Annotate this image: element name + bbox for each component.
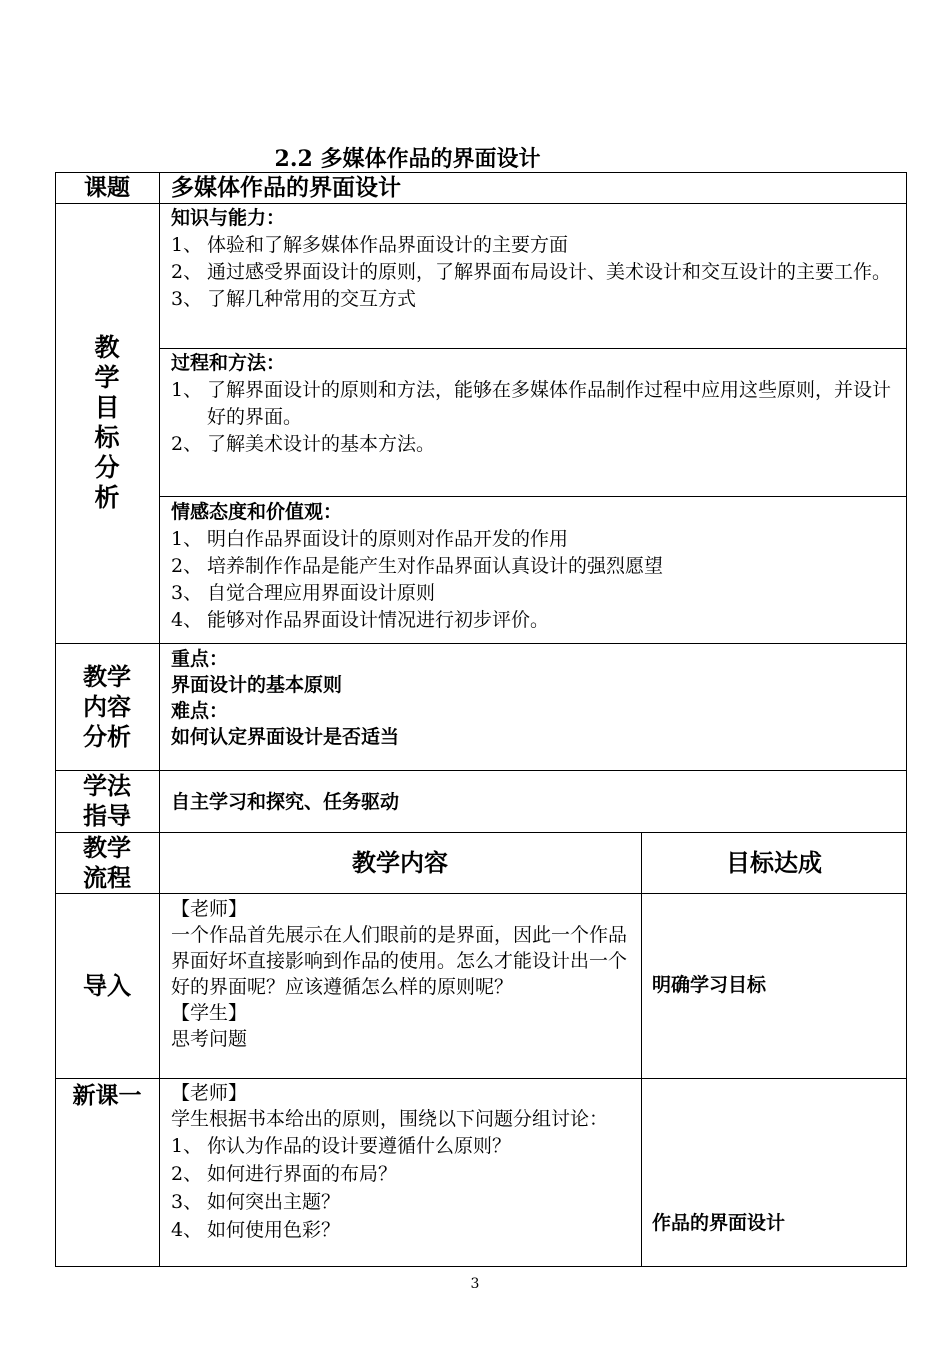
list-item: 3、 如何突出主题？ [171, 1191, 341, 1213]
list-item: 2、 如何进行界面的布局？ [171, 1163, 398, 1185]
content-analysis-body [171, 646, 901, 750]
divider [55, 893, 907, 894]
process-section [171, 350, 901, 458]
student-tag: 【学生】 [171, 1002, 248, 1024]
list-item: 1、 了解界面设计的原则和方法，能够在多媒体作品制作过程中应用这些原则，并设计好的界面。 [171, 379, 892, 428]
objectives-label: 教学目标分析 [94, 333, 120, 512]
intro-label: 导入 [83, 971, 131, 1000]
new-lesson-label: 新课一 [72, 1083, 142, 1109]
list-item: 2、 通过感受界面设计的原则，了解界面布局设计、美术设计和交互设计的主要工作。 [171, 261, 892, 283]
flow-column-content: 教学内容 [352, 848, 448, 877]
list-item: 4、 如何使用色彩？ [171, 1219, 341, 1241]
page-number: 3 [470, 1276, 480, 1292]
list-item: 1、 体验和了解多媒体作品界面设计的主要方面 [171, 234, 569, 256]
intro-text: 一个作品首先展示在人们眼前的是界面，因此一个作品界面好坏直接影响到作品的使用。怎么才能设计出一个好的界面呢？应该遵循怎么样的原则呢？ [171, 924, 628, 998]
divider [641, 832, 642, 1267]
method-value: 自主学习和探究、任务驱动 [171, 791, 400, 813]
difficulty-label: 难点： [171, 700, 229, 722]
divider [55, 203, 907, 204]
difficulty-value: 如何认定界面设计是否适当 [171, 726, 400, 748]
emotion-section [171, 499, 901, 634]
topic-value: 多媒体作品的界面设计 [171, 175, 401, 201]
new-lesson-content [171, 1080, 631, 1244]
process-heading: 过程和方法： [171, 352, 286, 374]
key-value: 界面设计的基本原则 [171, 674, 343, 696]
list-item: 2、 培养制作作品是能产生对作品界面认真设计的强烈愿望 [171, 555, 664, 577]
divider [159, 496, 907, 497]
flow-label: 教学流程 [83, 833, 131, 892]
list-item: 1、 明白作品界面设计的原则对作品开发的作用 [171, 528, 569, 550]
list-item: 2、 了解美术设计的基本方法。 [171, 433, 436, 455]
emotion-heading: 情感态度和价值观： [171, 501, 343, 523]
divider [55, 643, 907, 644]
divider [159, 348, 907, 349]
key-label: 重点： [171, 648, 229, 670]
teacher-tag: 【老师】 [171, 898, 248, 920]
content-analysis-label: 教学内容分析 [83, 662, 131, 751]
intro-student-text: 思考问题 [171, 1028, 248, 1050]
list-item: 1、 你认为作品的设计要遵循什么原则？ [171, 1135, 512, 1157]
knowledge-heading: 知识与能力： [171, 207, 286, 229]
topic-label: 课题 [84, 174, 130, 201]
divider [55, 1078, 907, 1079]
flow-column-goal: 目标达成 [726, 848, 822, 877]
divider [159, 172, 160, 1267]
new-lesson-text: 学生根据书本给出的原则，围绕以下问题分组讨论： [171, 1108, 609, 1130]
intro-content [171, 896, 631, 1052]
list-item: 3、 自觉合理应用界面设计原则 [171, 582, 436, 604]
knowledge-section [171, 205, 901, 313]
new-lesson-goal: 作品的界面设计 [652, 1212, 786, 1234]
list-item: 3、 了解几种常用的交互方式 [171, 288, 417, 310]
method-label: 学法指导 [83, 772, 131, 830]
intro-goal: 明确学习目标 [652, 974, 767, 996]
document-title: 2.2 多媒体作品的界面设计 [274, 146, 541, 172]
list-item: 4、 能够对作品界面设计情况进行初步评价。 [171, 609, 550, 631]
teacher-tag: 【老师】 [171, 1082, 248, 1104]
